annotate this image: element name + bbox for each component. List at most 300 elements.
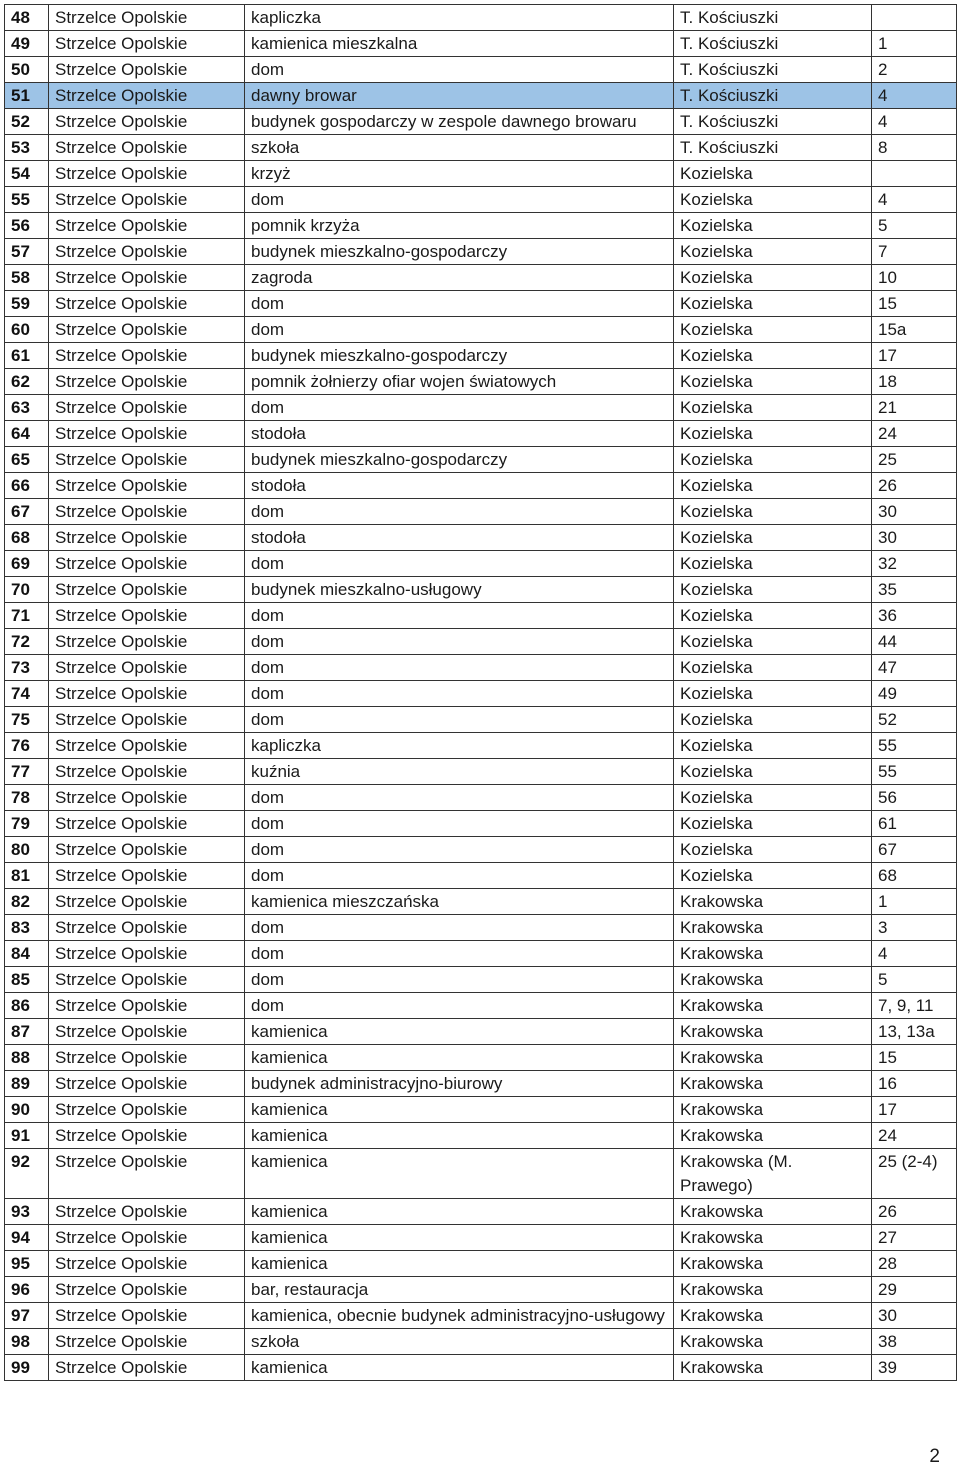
house-number-cell: 30 <box>872 499 957 525</box>
town-cell: Strzelce Opolskie <box>49 1097 245 1123</box>
table-row <box>5 811 957 837</box>
house-number-cell: 52 <box>872 707 957 733</box>
row-number: 51 <box>5 83 49 109</box>
table-row <box>5 1225 957 1251</box>
street-cell: Kozielska <box>674 265 872 291</box>
town-cell: Strzelce Opolskie <box>49 1277 245 1303</box>
row-number: 81 <box>5 863 49 889</box>
street-cell: Krakowska <box>674 1097 872 1123</box>
house-number-cell: 26 <box>872 1199 957 1225</box>
object-cell: stodoła <box>245 473 674 499</box>
object-cell: dom <box>245 863 674 889</box>
house-number-cell: 5 <box>872 967 957 993</box>
row-number: 59 <box>5 291 49 317</box>
house-number-cell: 67 <box>872 837 957 863</box>
house-number-cell: 24 <box>872 1123 957 1149</box>
table-row <box>5 109 957 135</box>
row-number: 99 <box>5 1355 49 1381</box>
object-cell: kamienica <box>245 1251 674 1277</box>
row-number: 82 <box>5 889 49 915</box>
street-cell: Krakowska <box>674 1199 872 1225</box>
town-cell: Strzelce Opolskie <box>49 161 245 187</box>
town-cell: Strzelce Opolskie <box>49 239 245 265</box>
row-number: 86 <box>5 993 49 1019</box>
object-cell: kamienica mieszczańska <box>245 889 674 915</box>
street-cell: Kozielska <box>674 733 872 759</box>
table-body <box>5 5 957 1381</box>
row-number: 85 <box>5 967 49 993</box>
house-number-cell: 30 <box>872 1303 957 1329</box>
house-number-cell: 4 <box>872 109 957 135</box>
town-cell: Strzelce Opolskie <box>49 707 245 733</box>
table-row <box>5 447 957 473</box>
house-number-cell: 25 <box>872 447 957 473</box>
street-cell: Krakowska <box>674 1071 872 1097</box>
town-cell: Strzelce Opolskie <box>49 837 245 863</box>
row-number: 94 <box>5 1225 49 1251</box>
table-row <box>5 57 957 83</box>
row-number: 77 <box>5 759 49 785</box>
house-number-cell: 27 <box>872 1225 957 1251</box>
house-number-cell: 21 <box>872 395 957 421</box>
street-cell: Kozielska <box>674 239 872 265</box>
row-number: 67 <box>5 499 49 525</box>
town-cell: Strzelce Opolskie <box>49 265 245 291</box>
town-cell: Strzelce Opolskie <box>49 31 245 57</box>
table-row <box>5 941 957 967</box>
town-cell: Strzelce Opolskie <box>49 499 245 525</box>
row-number: 71 <box>5 603 49 629</box>
table-row <box>5 1045 957 1071</box>
object-cell: szkoła <box>245 1329 674 1355</box>
table-row <box>5 733 957 759</box>
house-number-cell <box>872 161 957 187</box>
town-cell: Strzelce Opolskie <box>49 57 245 83</box>
object-cell: dom <box>245 941 674 967</box>
house-number-cell: 44 <box>872 629 957 655</box>
street-cell: Kozielska <box>674 655 872 681</box>
table-row <box>5 5 957 31</box>
table-row <box>5 681 957 707</box>
street-cell: Krakowska <box>674 1303 872 1329</box>
house-number-cell: 25 (2-4) <box>872 1149 957 1199</box>
town-cell: Strzelce Opolskie <box>49 369 245 395</box>
street-cell: Kozielska <box>674 317 872 343</box>
town-cell: Strzelce Opolskie <box>49 1123 245 1149</box>
street-cell: Kozielska <box>674 161 872 187</box>
street-cell: Kozielska <box>674 525 872 551</box>
object-cell: kamienica <box>245 1199 674 1225</box>
row-number: 56 <box>5 213 49 239</box>
object-cell: dom <box>245 317 674 343</box>
table-row <box>5 577 957 603</box>
town-cell: Strzelce Opolskie <box>49 551 245 577</box>
table-row <box>5 967 957 993</box>
street-cell: T. Kościuszki <box>674 83 872 109</box>
object-cell: kamienica <box>245 1355 674 1381</box>
table-row <box>5 1329 957 1355</box>
object-cell: pomnik krzyża <box>245 213 674 239</box>
object-cell: dom <box>245 681 674 707</box>
table-row <box>5 187 957 213</box>
row-number: 83 <box>5 915 49 941</box>
row-number: 70 <box>5 577 49 603</box>
object-cell: kamienica <box>245 1019 674 1045</box>
house-number-cell: 1 <box>872 31 957 57</box>
row-number: 53 <box>5 135 49 161</box>
table-row <box>5 213 957 239</box>
row-number: 66 <box>5 473 49 499</box>
object-cell: budynek mieszkalno-gospodarczy <box>245 239 674 265</box>
table-row <box>5 1149 957 1199</box>
row-number: 91 <box>5 1123 49 1149</box>
object-cell: dom <box>245 655 674 681</box>
row-number: 54 <box>5 161 49 187</box>
house-number-cell: 49 <box>872 681 957 707</box>
house-number-cell: 15 <box>872 1045 957 1071</box>
row-number: 93 <box>5 1199 49 1225</box>
table-row <box>5 655 957 681</box>
street-cell: Krakowska <box>674 1225 872 1251</box>
street-cell: T. Kościuszki <box>674 31 872 57</box>
row-number: 87 <box>5 1019 49 1045</box>
town-cell: Strzelce Opolskie <box>49 993 245 1019</box>
street-cell: Kozielska <box>674 499 872 525</box>
table-row <box>5 889 957 915</box>
object-cell: pomnik żołnierzy ofiar wojen światowych <box>245 369 674 395</box>
street-cell: Krakowska <box>674 1045 872 1071</box>
object-cell: budynek mieszkalno-gospodarczy <box>245 447 674 473</box>
row-number: 96 <box>5 1277 49 1303</box>
town-cell: Strzelce Opolskie <box>49 1329 245 1355</box>
row-number: 48 <box>5 5 49 31</box>
table-row <box>5 863 957 889</box>
house-number-cell <box>872 5 957 31</box>
table-row <box>5 473 957 499</box>
row-number: 72 <box>5 629 49 655</box>
table-row <box>5 1303 957 1329</box>
table-row <box>5 291 957 317</box>
house-number-cell: 3 <box>872 915 957 941</box>
row-number: 98 <box>5 1329 49 1355</box>
table-row <box>5 317 957 343</box>
town-cell: Strzelce Opolskie <box>49 603 245 629</box>
object-cell: dom <box>245 967 674 993</box>
row-number: 95 <box>5 1251 49 1277</box>
row-number: 92 <box>5 1149 49 1199</box>
town-cell: Strzelce Opolskie <box>49 733 245 759</box>
town-cell: Strzelce Opolskie <box>49 655 245 681</box>
object-cell: kamienica <box>245 1045 674 1071</box>
monument-register-table <box>4 4 957 1381</box>
table-row <box>5 31 957 57</box>
street-cell: Kozielska <box>674 811 872 837</box>
object-cell: zagroda <box>245 265 674 291</box>
house-number-cell: 38 <box>872 1329 957 1355</box>
house-number-cell: 61 <box>872 811 957 837</box>
object-cell: budynek mieszkalno-gospodarczy <box>245 343 674 369</box>
row-number: 50 <box>5 57 49 83</box>
row-number: 79 <box>5 811 49 837</box>
house-number-cell: 4 <box>872 941 957 967</box>
table-row <box>5 161 957 187</box>
town-cell: Strzelce Opolskie <box>49 343 245 369</box>
town-cell: Strzelce Opolskie <box>49 1149 245 1199</box>
street-cell: Krakowska <box>674 941 872 967</box>
street-cell: Krakowska <box>674 1355 872 1381</box>
table-row <box>5 343 957 369</box>
table-row <box>5 1355 957 1381</box>
object-cell: dom <box>245 499 674 525</box>
street-cell: Kozielska <box>674 681 872 707</box>
object-cell: budynek gospodarczy w zespole dawnego browaru <box>245 109 674 135</box>
object-cell: dom <box>245 603 674 629</box>
table-row <box>5 1251 957 1277</box>
town-cell: Strzelce Opolskie <box>49 447 245 473</box>
street-cell: Kozielska <box>674 291 872 317</box>
object-cell: stodoła <box>245 525 674 551</box>
house-number-cell: 4 <box>872 83 957 109</box>
row-number: 76 <box>5 733 49 759</box>
street-cell: Kozielska <box>674 629 872 655</box>
street-cell: Kozielska <box>674 759 872 785</box>
table-row <box>5 1123 957 1149</box>
house-number-cell: 17 <box>872 1097 957 1123</box>
row-number: 57 <box>5 239 49 265</box>
object-cell: stodoła <box>245 421 674 447</box>
row-number: 63 <box>5 395 49 421</box>
row-number: 89 <box>5 1071 49 1097</box>
table-row <box>5 629 957 655</box>
town-cell: Strzelce Opolskie <box>49 1019 245 1045</box>
table-row <box>5 421 957 447</box>
object-cell: kamienica mieszkalna <box>245 31 674 57</box>
object-cell: kamienica <box>245 1149 674 1199</box>
street-cell: Kozielska <box>674 707 872 733</box>
house-number-cell: 47 <box>872 655 957 681</box>
object-cell: dom <box>245 915 674 941</box>
table-row <box>5 759 957 785</box>
table-row <box>5 395 957 421</box>
table-row <box>5 707 957 733</box>
row-number: 49 <box>5 31 49 57</box>
street-cell: Krakowska <box>674 1251 872 1277</box>
town-cell: Strzelce Opolskie <box>49 577 245 603</box>
table-row <box>5 785 957 811</box>
table-row <box>5 551 957 577</box>
object-cell: budynek administracyjno-biurowy <box>245 1071 674 1097</box>
row-number: 68 <box>5 525 49 551</box>
town-cell: Strzelce Opolskie <box>49 525 245 551</box>
object-cell: dom <box>245 811 674 837</box>
object-cell: kapliczka <box>245 5 674 31</box>
town-cell: Strzelce Opolskie <box>49 213 245 239</box>
row-number: 74 <box>5 681 49 707</box>
object-cell: dom <box>245 57 674 83</box>
street-cell: Kozielska <box>674 421 872 447</box>
object-cell: kamienica <box>245 1123 674 1149</box>
object-cell: kuźnia <box>245 759 674 785</box>
town-cell: Strzelce Opolskie <box>49 5 245 31</box>
house-number-cell: 7 <box>872 239 957 265</box>
row-number: 64 <box>5 421 49 447</box>
street-cell: Kozielska <box>674 343 872 369</box>
house-number-cell: 15 <box>872 291 957 317</box>
house-number-cell: 8 <box>872 135 957 161</box>
row-number: 65 <box>5 447 49 473</box>
town-cell: Strzelce Opolskie <box>49 1303 245 1329</box>
object-cell: dom <box>245 707 674 733</box>
street-cell: Kozielska <box>674 447 872 473</box>
street-cell: Kozielska <box>674 473 872 499</box>
table-row <box>5 993 957 1019</box>
row-number: 80 <box>5 837 49 863</box>
table-row <box>5 525 957 551</box>
street-cell: T. Kościuszki <box>674 135 872 161</box>
street-cell: T. Kościuszki <box>674 109 872 135</box>
object-cell: dom <box>245 551 674 577</box>
row-number: 90 <box>5 1097 49 1123</box>
row-number: 84 <box>5 941 49 967</box>
row-number: 73 <box>5 655 49 681</box>
house-number-cell: 30 <box>872 525 957 551</box>
row-number: 88 <box>5 1045 49 1071</box>
street-cell: Krakowska <box>674 993 872 1019</box>
town-cell: Strzelce Opolskie <box>49 889 245 915</box>
table-row <box>5 135 957 161</box>
row-number: 55 <box>5 187 49 213</box>
town-cell: Strzelce Opolskie <box>49 863 245 889</box>
town-cell: Strzelce Opolskie <box>49 395 245 421</box>
street-cell: T. Kościuszki <box>674 57 872 83</box>
object-cell: dom <box>245 629 674 655</box>
table-row <box>5 1019 957 1045</box>
town-cell: Strzelce Opolskie <box>49 1225 245 1251</box>
house-number-cell: 17 <box>872 343 957 369</box>
object-cell: kamienica, obecnie budynek administracyjno-usługowy <box>245 1303 674 1329</box>
object-cell: kamienica <box>245 1225 674 1251</box>
table-row <box>5 837 957 863</box>
house-number-cell: 15a <box>872 317 957 343</box>
object-cell: kamienica <box>245 1097 674 1123</box>
object-cell: dom <box>245 785 674 811</box>
row-number: 61 <box>5 343 49 369</box>
row-number: 69 <box>5 551 49 577</box>
house-number-cell: 24 <box>872 421 957 447</box>
town-cell: Strzelce Opolskie <box>49 915 245 941</box>
table-row <box>5 1277 957 1303</box>
house-number-cell: 32 <box>872 551 957 577</box>
street-cell: Kozielska <box>674 395 872 421</box>
street-cell: Krakowska <box>674 1123 872 1149</box>
table-row <box>5 603 957 629</box>
house-number-cell: 7, 9, 11 <box>872 993 957 1019</box>
table-row <box>5 369 957 395</box>
street-cell: Krakowska <box>674 915 872 941</box>
house-number-cell: 4 <box>872 187 957 213</box>
page-number: 2 <box>929 1446 940 1467</box>
object-cell: dom <box>245 993 674 1019</box>
object-cell: dom <box>245 187 674 213</box>
town-cell: Strzelce Opolskie <box>49 629 245 655</box>
town-cell: Strzelce Opolskie <box>49 1071 245 1097</box>
town-cell: Strzelce Opolskie <box>49 1251 245 1277</box>
town-cell: Strzelce Opolskie <box>49 291 245 317</box>
row-number: 78 <box>5 785 49 811</box>
house-number-cell: 55 <box>872 733 957 759</box>
street-cell: Krakowska <box>674 1329 872 1355</box>
row-number: 52 <box>5 109 49 135</box>
town-cell: Strzelce Opolskie <box>49 1199 245 1225</box>
house-number-cell: 56 <box>872 785 957 811</box>
street-cell: Kozielska <box>674 213 872 239</box>
town-cell: Strzelce Opolskie <box>49 421 245 447</box>
street-cell: Krakowska <box>674 1019 872 1045</box>
town-cell: Strzelce Opolskie <box>49 473 245 499</box>
town-cell: Strzelce Opolskie <box>49 109 245 135</box>
house-number-cell: 16 <box>872 1071 957 1097</box>
street-cell: Kozielska <box>674 577 872 603</box>
street-cell: T. Kościuszki <box>674 5 872 31</box>
table-row <box>5 1071 957 1097</box>
object-cell: dom <box>245 291 674 317</box>
table-row <box>5 499 957 525</box>
town-cell: Strzelce Opolskie <box>49 785 245 811</box>
table-row <box>5 1097 957 1123</box>
town-cell: Strzelce Opolskie <box>49 1355 245 1381</box>
object-cell: krzyż <box>245 161 674 187</box>
street-cell: Krakowska (M. Prawego) <box>674 1149 872 1199</box>
row-number: 75 <box>5 707 49 733</box>
object-cell: dawny browar <box>245 83 674 109</box>
street-cell: Kozielska <box>674 837 872 863</box>
object-cell: dom <box>245 837 674 863</box>
house-number-cell: 26 <box>872 473 957 499</box>
town-cell: Strzelce Opolskie <box>49 135 245 161</box>
table-row <box>5 83 957 109</box>
table-row <box>5 915 957 941</box>
town-cell: Strzelce Opolskie <box>49 681 245 707</box>
town-cell: Strzelce Opolskie <box>49 811 245 837</box>
house-number-cell: 13, 13a <box>872 1019 957 1045</box>
house-number-cell: 39 <box>872 1355 957 1381</box>
row-number: 60 <box>5 317 49 343</box>
house-number-cell: 55 <box>872 759 957 785</box>
house-number-cell: 36 <box>872 603 957 629</box>
house-number-cell: 1 <box>872 889 957 915</box>
street-cell: Kozielska <box>674 551 872 577</box>
object-cell: szkoła <box>245 135 674 161</box>
house-number-cell: 5 <box>872 213 957 239</box>
street-cell: Krakowska <box>674 967 872 993</box>
town-cell: Strzelce Opolskie <box>49 967 245 993</box>
street-cell: Kozielska <box>674 187 872 213</box>
town-cell: Strzelce Opolskie <box>49 83 245 109</box>
town-cell: Strzelce Opolskie <box>49 187 245 213</box>
street-cell: Kozielska <box>674 863 872 889</box>
house-number-cell: 28 <box>872 1251 957 1277</box>
house-number-cell: 10 <box>872 265 957 291</box>
object-cell: dom <box>245 395 674 421</box>
house-number-cell: 29 <box>872 1277 957 1303</box>
street-cell: Krakowska <box>674 1277 872 1303</box>
street-cell: Kozielska <box>674 785 872 811</box>
street-cell: Kozielska <box>674 603 872 629</box>
house-number-cell: 2 <box>872 57 957 83</box>
row-number: 58 <box>5 265 49 291</box>
table-row <box>5 265 957 291</box>
object-cell: kapliczka <box>245 733 674 759</box>
